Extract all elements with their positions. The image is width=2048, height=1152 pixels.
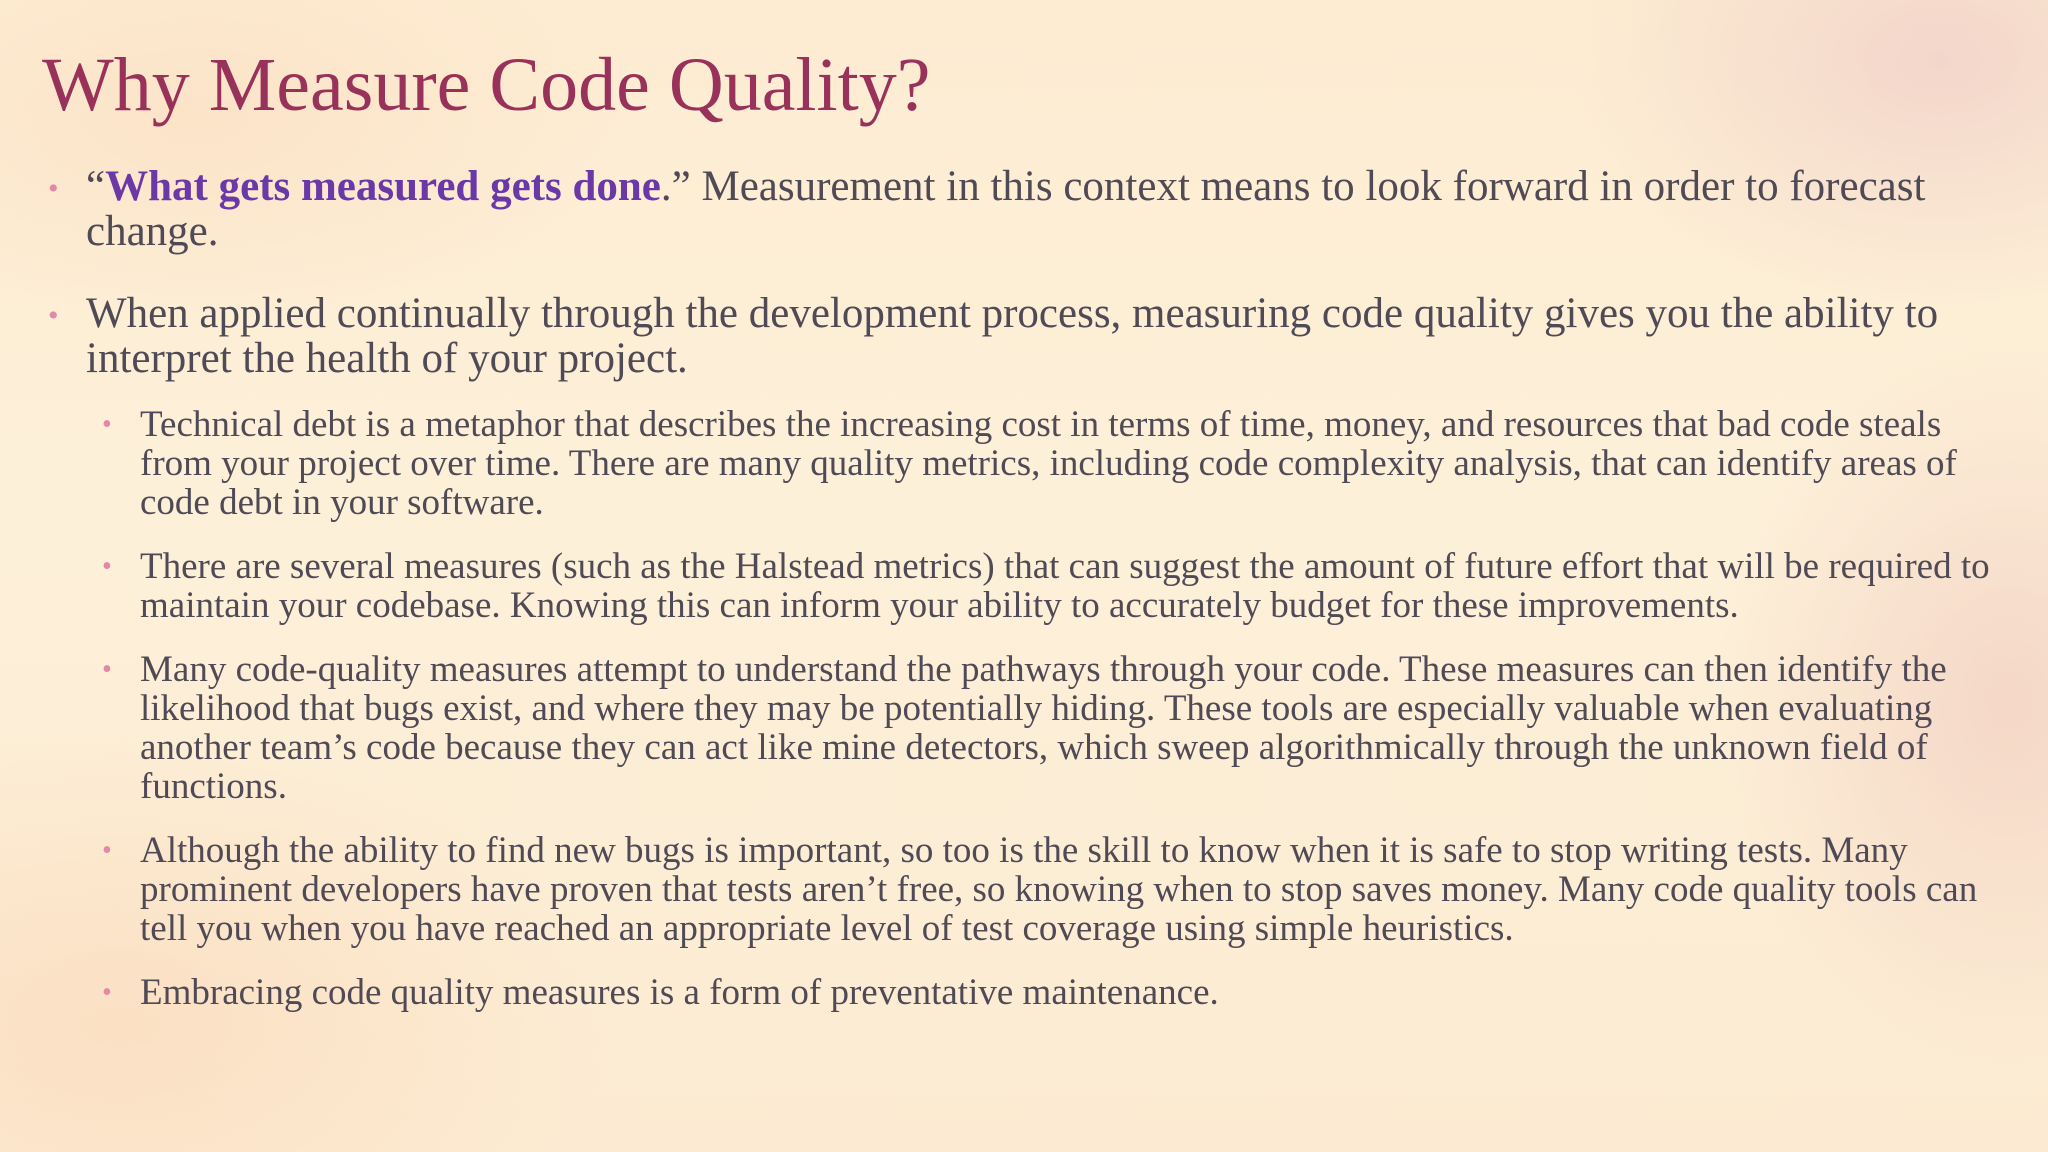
bullet-marker: • [102, 409, 112, 440]
sub-bullet-text: Although the ability to find new bugs is important, so too is the skill to know when it is safe to stop writing tests. Many prominent developers have proven that tests aren’t free, so knowing when to stop saves money. Many code quality tools can tell you when you have reached an appropriate level of test coverage using simple heuristics. [140, 830, 1978, 949]
open-quote: “ [86, 163, 106, 210]
bullet-marker: • [48, 299, 59, 332]
sub-bullet-item [102, 972, 2020, 1013]
bullet-marker: • [48, 172, 59, 205]
bullet-marker: • [102, 654, 112, 685]
sub-bullet-item [102, 830, 2020, 949]
sub-bullet-text: There are several measures (such as the Halstead metrics) that can suggest the amount of future effort that will be required to maintain your codebase. Knowing this can inform your ability to accurately budget for these improvements. [140, 546, 1990, 626]
slide-body [0, 164, 2048, 1037]
sub-bullet-text: Technical debt is a metaphor that describes the increasing cost in terms of time, money, and resources that bad code steals from your project over time. There are many quality metrics, including code complexity analysis, that can identify areas of code debt in your software. [140, 404, 1957, 523]
bullet-item [48, 163, 1996, 255]
slide-title: Why Measure Code Quality? [42, 43, 931, 127]
bullet-text: When applied continually through the development process, measuring code quality gives you the ability to interpret the health of your project. [86, 290, 1939, 382]
sub-bullet-item [102, 404, 2020, 523]
bullet-text: .” Measurement in this context means to look forward in order to forecast change. [86, 163, 1926, 255]
bullet-item [48, 290, 1996, 382]
bullet-marker: • [102, 551, 112, 582]
sub-bullet-item [102, 546, 2020, 626]
bullet-marker: • [102, 835, 112, 866]
bullet-marker: • [102, 977, 112, 1008]
sub-bullet-item [102, 649, 2020, 807]
sub-bullet-text: Many code-quality measures attempt to understand the pathways through your code. These measures can then identify the likelihood that bugs exist, and where they may be potentially hiding. These tools are especially valuable when evaluating another team’s code because they can act like mine detectors, which sweep algorithmically through the unknown field of functions. [140, 649, 1947, 807]
emphasis-text: What gets measured gets done [105, 163, 661, 210]
sub-bullet-text: Embracing code quality measures is a form of preventative maintenance. [140, 972, 1219, 1013]
